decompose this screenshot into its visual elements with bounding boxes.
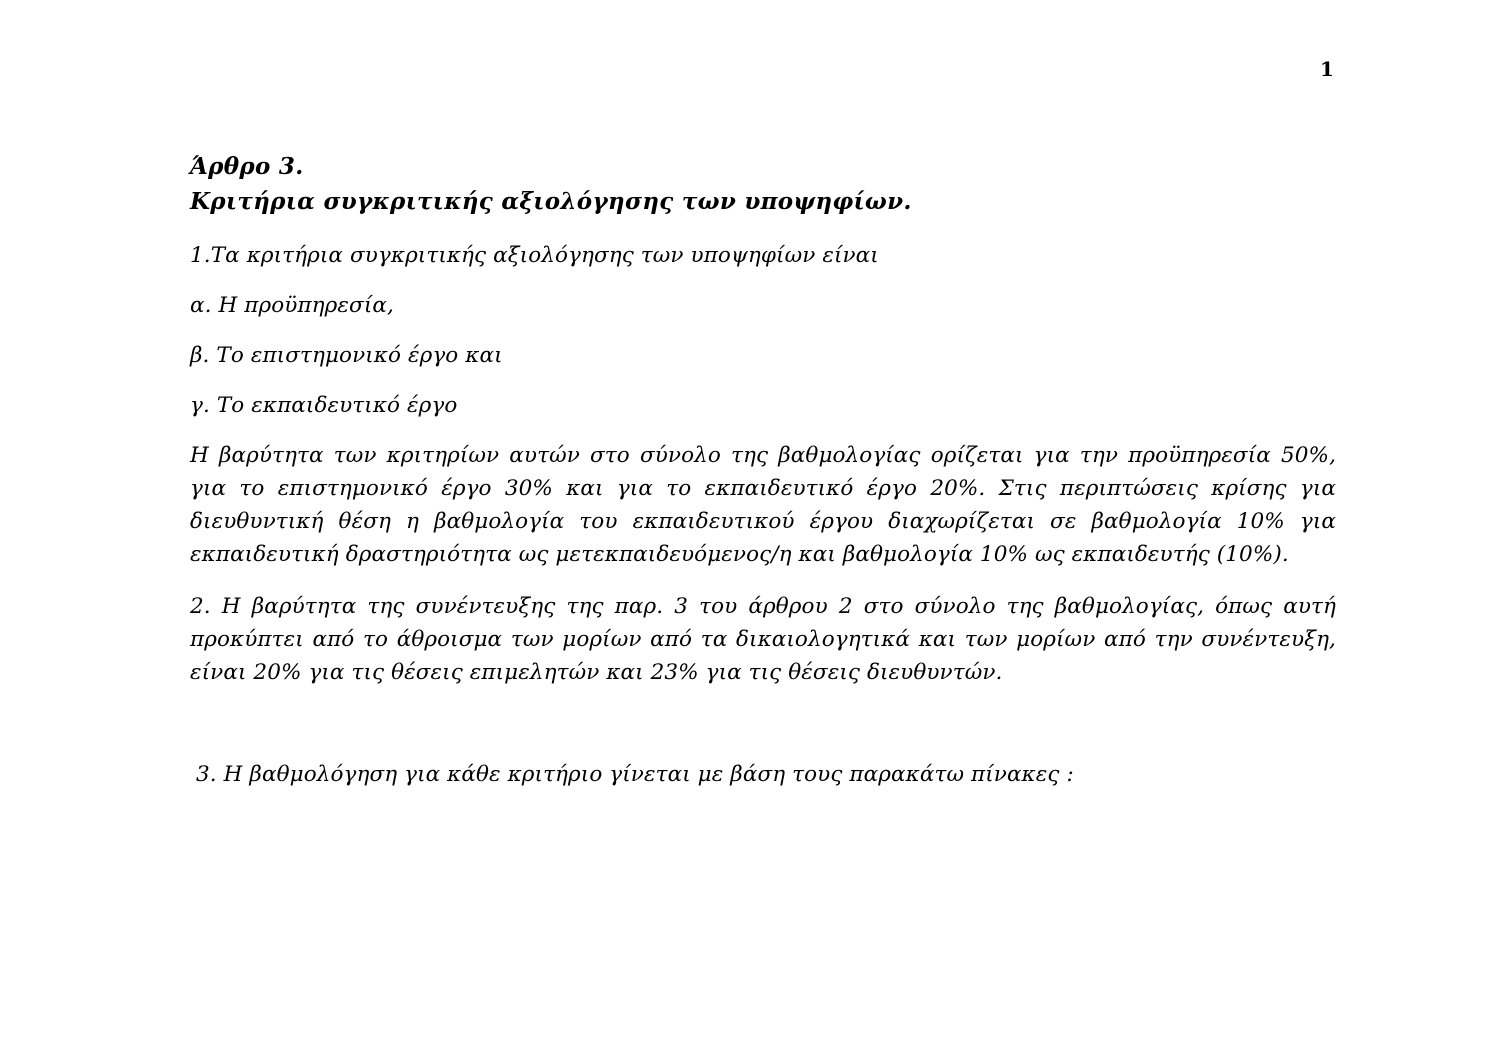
page-number: 1	[1320, 57, 1334, 81]
article-subtitle: Κριτήρια συγκριτικής αξιολόγησης των υποψηφίων.	[190, 188, 912, 215]
criterion-item-c: γ. Το εκπαιδευτικό έργο	[190, 393, 458, 418]
paragraph-weights: Η βαρύτητα των κριτηρίων αυτών στο σύνολο της βαθμολογίας ορίζεται για την προϋπηρεσία 50%, για το επιστημονικό έργο 30% και για το εκπαιδευτικό έργο 20%. Στις περιπτώσεις κρίσης για διευθυντική θέση η βαθμολογία του εκπαιδευτικού έργου διαχωρίζεται σε βαθμολογία 10% για εκπαιδευτική δραστηριότητα ως μετεκπαιδευόμενος/η και βαθμολογία 10% ως εκπαιδευτής (10%).	[190, 443, 1336, 567]
article-heading	[190, 149, 1336, 219]
paragraph-intro: 1.Τα κριτήρια συγκριτικής αξιολόγησης των υποψηφίων είναι	[190, 243, 879, 268]
article-title: Άρθρο 3.	[190, 153, 304, 180]
document-body	[190, 149, 1336, 791]
criterion-item-b: β. Το επιστημονικό έργο και	[190, 343, 503, 368]
paragraph-scoring: 3. Η βαθμολόγηση για κάθε κριτήριο γίνεται με βάση τους παρακάτω πίνακες :	[196, 762, 1074, 787]
criterion-item-a: α. Η προϋπηρεσία,	[190, 293, 394, 318]
paragraph-interview: 2. Η βαρύτητα της συνέντευξης της παρ. 3 του άρθρου 2 στο σύνολο της βαθμολογίας, όπως αυτή προκύπτει από το άθροισμα των μορίων από τα δικαιολογητικά και των μορίων από την συνέντευξη, είναι 20% για τις θέσεις επιμελητών και 23% για τις θέσεις διευθυντών.	[190, 594, 1336, 685]
